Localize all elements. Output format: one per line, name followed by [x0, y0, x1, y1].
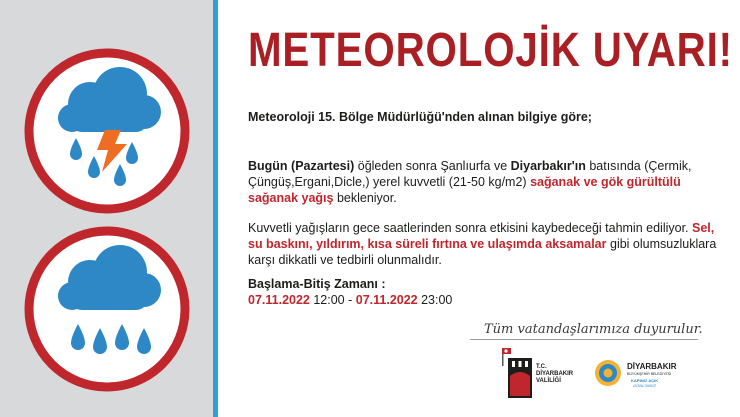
valilik-logo-line1: T.C. [536, 364, 547, 370]
valilik-logo-line2: DİYARBAKIR [536, 371, 574, 377]
valilik-logo-line3: VALİLİĞİ [536, 378, 561, 384]
valilik-logo [502, 346, 578, 404]
forecast-text-1: öğleden sonra Şanlıurfa ve [354, 159, 511, 173]
time-value [248, 293, 452, 307]
start-time: 12:00 - [309, 293, 356, 307]
page-title: METEOROLOJİK UYARI! [248, 24, 733, 77]
rain-icon [22, 224, 192, 394]
belediye-logo [593, 352, 693, 398]
forecast-text-3: bekleniyor. [333, 191, 397, 205]
announcement-slogan: Tüm vatandaşlarımıza duyurulur. [484, 322, 703, 337]
warning-hazards: Sel, su baskını, yıldırım, kısa süreli fırtına ve ulaşımda aksamalar [248, 221, 715, 251]
forecast-hazard: sağanak ve gök gürültülü sağanak yağış [248, 175, 681, 205]
belediye-logo-line4: GÖNLÜMÜZ [633, 383, 656, 388]
panel-divider [213, 0, 218, 417]
forecast-day: Bugün (Pazartesi) [248, 159, 355, 173]
end-time: 23:00 [417, 293, 453, 307]
time-label: Başlama-Bitiş Zamanı : [248, 277, 386, 291]
slogan-underline [470, 339, 698, 340]
forecast-text-2: batısında (Çermik, Çüngüş,Ergani,Dicle,) yerel kuvvetli (21-50 kg/m2) [248, 159, 692, 189]
end-date: 07.11.2022 [355, 293, 418, 307]
belediye-logo-line1: DİYARBAKIR [627, 362, 677, 371]
warning-paragraph [248, 220, 718, 268]
forecast-city: Diyarbakır'ın [510, 159, 586, 173]
warning-text-2: gibi olumsuzluklara karşı dikkatli ve tedbirli olunmalıdır. [248, 237, 717, 267]
start-date: 07.11.2022 [248, 293, 310, 307]
thunderstorm-icon [22, 46, 192, 216]
belediye-logo-line2: BÜYÜKŞEHİR BELEDİYESİ [627, 372, 672, 376]
belediye-emblem-icon [593, 358, 623, 388]
warning-text-1: Kuvvetli yağışların gece saatlerinden sonra etkisini kaybedeceği tahmin ediliyor. [248, 221, 692, 235]
intro-text: Meteoroloji 15. Bölge Müdürlüğü'nden alınan bilgiye göre; [248, 110, 592, 124]
belediye-logo-line3: KAPIMIZ AÇIK [631, 378, 659, 383]
forecast-paragraph [248, 158, 718, 206]
